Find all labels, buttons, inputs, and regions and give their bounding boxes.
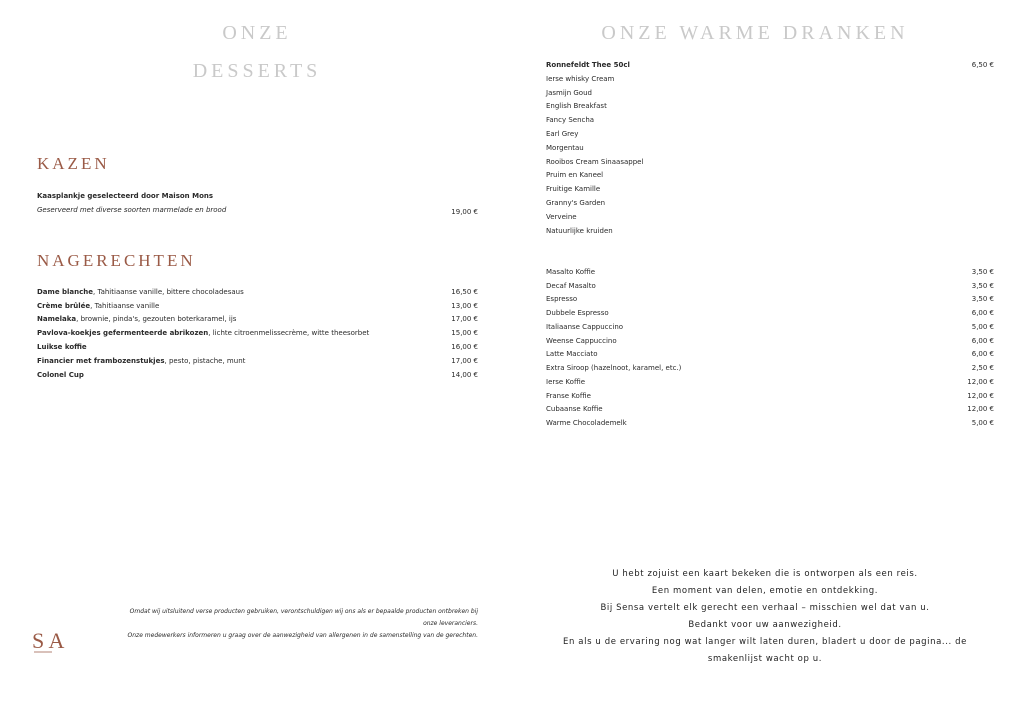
svg-text:S A: S A [32, 628, 65, 653]
dessert-row: Financier met frambozenstukjes, pesto, pistache, munt [37, 357, 246, 365]
desserts-title-line1: ONZE [222, 22, 292, 44]
closing-message [560, 566, 970, 668]
dessert-row: Luikse koffie [37, 343, 87, 351]
thee-price: 6,50 € [971, 61, 994, 69]
dessert-price: 14,00 € [451, 371, 478, 379]
thee-item: English Breakfast [546, 102, 607, 110]
koffie-price: 12,00 € [967, 405, 994, 413]
thee-item: Fruitige Kamille [546, 185, 601, 193]
thee-item: Earl Grey [546, 130, 579, 138]
dessert-price: 16,50 € [451, 288, 478, 296]
thee-item: Natuurlijke kruiden [546, 227, 613, 235]
dessert-price: 17,00 € [451, 315, 478, 323]
dessert-price: 16,00 € [451, 343, 478, 351]
thee-item: Pruim en Kaneel [546, 171, 604, 179]
koffie-item: Extra Siroop (hazelnoot, karamel, etc.) [546, 364, 682, 372]
kazen-item-price: 19,00 € [451, 208, 478, 216]
koffie-price: 2,50 € [971, 364, 994, 372]
sensa-logo-mark [30, 626, 66, 662]
koffie-item: Espresso [546, 295, 578, 303]
closing-line: Bij Sensa vertelt elk gerecht een verhaal – misschien wel dat van u. [600, 603, 930, 613]
koffie-item: Warme Chocolademelk [546, 419, 627, 427]
closing-line: U hebt zojuist een kaart bekeken die is ontworpen als een reis. [612, 569, 918, 579]
kazen-title: KAZEN [37, 154, 110, 173]
warme-dranken-title: ONZE WARME DRANKEN [601, 22, 909, 44]
koffie-item: Ierse Koffie [546, 378, 586, 386]
koffie-item: Decaf Masalto [546, 282, 596, 290]
thee-header: Ronnefeldt Thee 50cl [546, 61, 630, 69]
thee-item: Granny's Garden [546, 199, 606, 207]
closing-line: smakenlijst wacht op u. [707, 654, 823, 664]
dessert-row: Crème brûlée, Tahitiaanse vanille [37, 302, 160, 310]
koffie-item: Franse Koffie [546, 392, 591, 400]
koffie-item: Dubbele Espresso [546, 309, 609, 317]
allergen-note-line3: Onze medewerkers informeren u graag over de aanwezigheid van allergenen in de samenstelling van de gerechten. [127, 632, 478, 639]
dessert-price: 15,00 € [451, 329, 478, 337]
thee-item: Jasmijn Goud [546, 89, 592, 97]
closing-line: En als u de ervaring nog wat langer wilt laten duren, bladert u door de pagina... de [563, 637, 967, 647]
koffie-price: 5,00 € [971, 419, 994, 427]
koffie-item: Cubaanse Koffie [546, 405, 603, 413]
dessert-row: Namelaka, brownie, pinda's, gezouten boterkaramel, ijs [37, 315, 237, 323]
thee-item: Fancy Sencha [546, 116, 595, 124]
dessert-price: 17,00 € [451, 357, 478, 365]
closing-line: Een moment van delen, emotie en ontdekking. [651, 586, 879, 596]
koffie-price: 6,00 € [971, 350, 994, 358]
desserts-title-line2: DESSERTS [192, 60, 322, 82]
koffie-item: Weense Cappuccino [546, 337, 617, 345]
dessert-price: 13,00 € [451, 302, 478, 310]
koffie-price: 3,50 € [971, 268, 994, 276]
koffie-price: 12,00 € [967, 392, 994, 400]
koffie-item: Masalto Koffie [546, 268, 596, 276]
thee-item: Ierse whisky Cream [546, 75, 615, 83]
koffie-price: 3,50 € [971, 282, 994, 290]
koffie-item: Italiaanse Cappuccino [546, 323, 624, 331]
nagerechten-title: NAGERECHTEN [37, 251, 196, 270]
koffie-price: 5,00 € [971, 323, 994, 331]
closing-line: Bedankt voor uw aanwezigheid. [688, 620, 842, 630]
allergen-note [60, 606, 478, 642]
sensa-logo [30, 626, 66, 668]
koffie-price: 12,00 € [967, 378, 994, 386]
koffie-item: Latte Macciato [546, 350, 598, 358]
dessert-row: Dame blanche, Tahitiaanse vanille, bittere chocoladesaus [37, 288, 244, 296]
dessert-row: Pavlova-koekjes gefermenteerde abrikozen, lichte citroenmelissecrème, witte theesorbet [37, 329, 370, 337]
kazen-item-desc: Geserveerd met diverse soorten marmelade en brood [37, 206, 227, 214]
thee-item: Verveine [546, 213, 577, 221]
allergen-note-line1: Omdat wij uitsluitend verse producten gebruiken, verontschuldigen wij ons als er bepaalde producten ontbreken bij [129, 608, 478, 615]
dessert-row: Colonel Cup [37, 371, 84, 379]
allergen-note-line2: onze leveranciers. [423, 620, 478, 627]
koffie-price: 6,00 € [971, 309, 994, 317]
kazen-item-name: Kaasplankje geselecteerd door Maison Mons [37, 192, 214, 200]
koffie-price: 3,50 € [971, 295, 994, 303]
koffie-price: 6,00 € [971, 337, 994, 345]
thee-item: Morgentau [546, 144, 584, 152]
thee-item: Rooibos Cream Sinaasappel [546, 158, 644, 166]
